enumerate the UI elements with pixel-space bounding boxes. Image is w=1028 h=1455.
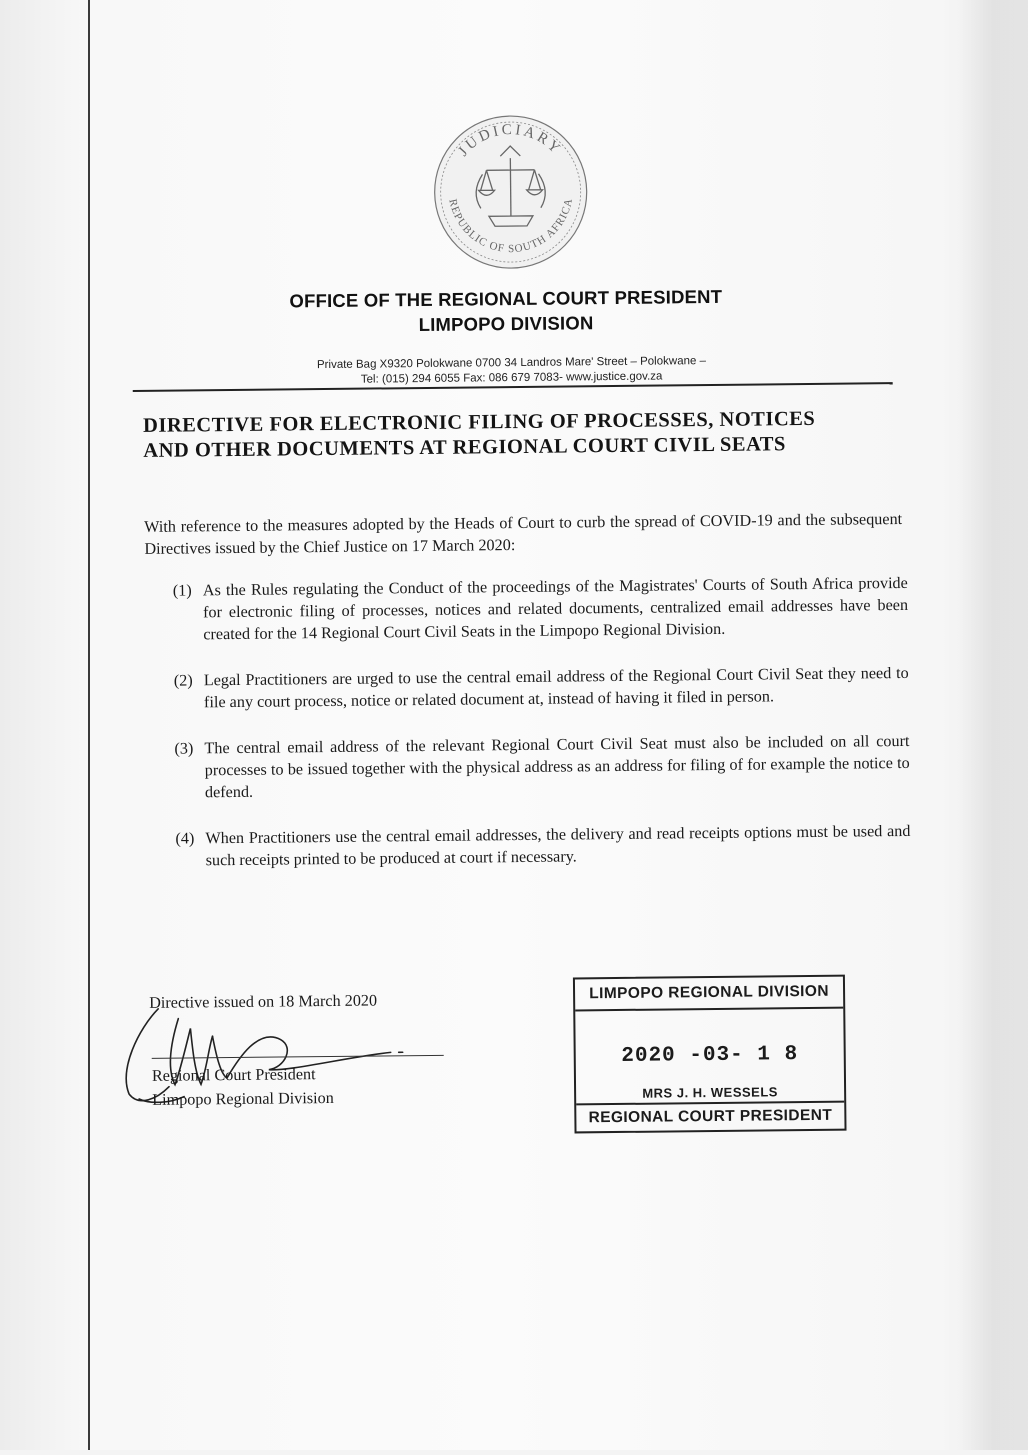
seal-bottom-text: REPUBLIC OF SOUTH AFRICA — [446, 196, 576, 256]
item-number: (4) — [175, 829, 195, 848]
directive-item — [175, 820, 910, 872]
official-stamp — [573, 975, 847, 1134]
signatory-block — [152, 1062, 334, 1112]
seal-top-text: JUDICIARY — [455, 121, 565, 160]
stamp-title: REGIONAL COURT PRESIDENT — [576, 1101, 844, 1132]
intro-paragraph: With reference to the measures adopted by the Heads of Court to curb the spread of COVID-19 and the subsequent Directives issued by the Chief Justice on 17 March 2020: — [144, 509, 903, 558]
title-line-2: AND OTHER DOCUMENTS AT REGIONAL COURT CIVIL SEATS — [143, 433, 786, 462]
directive-item — [174, 730, 910, 804]
item-number: (3) — [174, 739, 194, 758]
signatory-title: Regional Court President — [151, 1065, 316, 1085]
contact-details: Tel: (015) 294 6055 Fax: 086 679 7083- www.justice.gov.za — [360, 370, 663, 386]
item-text: The central email address of the relevant Regional Court Civil Seat must also be included on all court processes to be issued together with the physical address as an address for filing of for example the notice to defend. — [204, 731, 910, 802]
stamp-date: 2020 -03- 1 8 — [621, 1043, 799, 1068]
item-text: As the Rules regulating the Conduct of the proceedings of the Magistrates' Courts of South Africa provide for electronic filing of processes, notices and related documents, centralized email addresses have been created for the 14 Regional Court Civil Seats in the Limpopo Regional Division. — [202, 573, 909, 644]
stamp-name: MRS J. H. WESSELS — [642, 1084, 779, 1101]
item-number: (2) — [173, 671, 193, 690]
title-line-1: DIRECTIVE FOR ELECTRONIC FILING OF PROCESSES, NOTICES — [142, 407, 816, 437]
signatory-division: Limpopo Regional Division — [152, 1088, 334, 1109]
directive-title — [143, 406, 883, 464]
office-name: OFFICE OF THE REGIONAL COURT PRESIDENT — [289, 285, 723, 312]
division-name: LIMPOPO DIVISION — [418, 312, 594, 336]
judiciary-seal-icon — [430, 111, 592, 273]
stamp-division: LIMPOPO REGIONAL DIVISION — [575, 977, 843, 1012]
postal-address: Private Bag X9320 Polokwane 0700 34 Landros Mare' Street – Polokwane – — [316, 355, 707, 372]
directive-item — [174, 662, 909, 714]
item-text: When Practitioners use the central email addresses, the delivery and read receipts options must be used and such receipts printed to be produced at court if necessary. — [205, 821, 911, 870]
directive-items — [173, 572, 911, 896]
item-text: Legal Practitioners are urged to use the central email address of the Regional Court Civil Seat they need to file any court process, notice or related document at, instead of having it filed in person. — [203, 663, 909, 712]
issued-date-line: Directive issued on 18 March 2020 — [149, 991, 378, 1012]
office-header — [156, 282, 856, 339]
item-number: (1) — [172, 581, 192, 600]
directive-item — [173, 572, 909, 646]
